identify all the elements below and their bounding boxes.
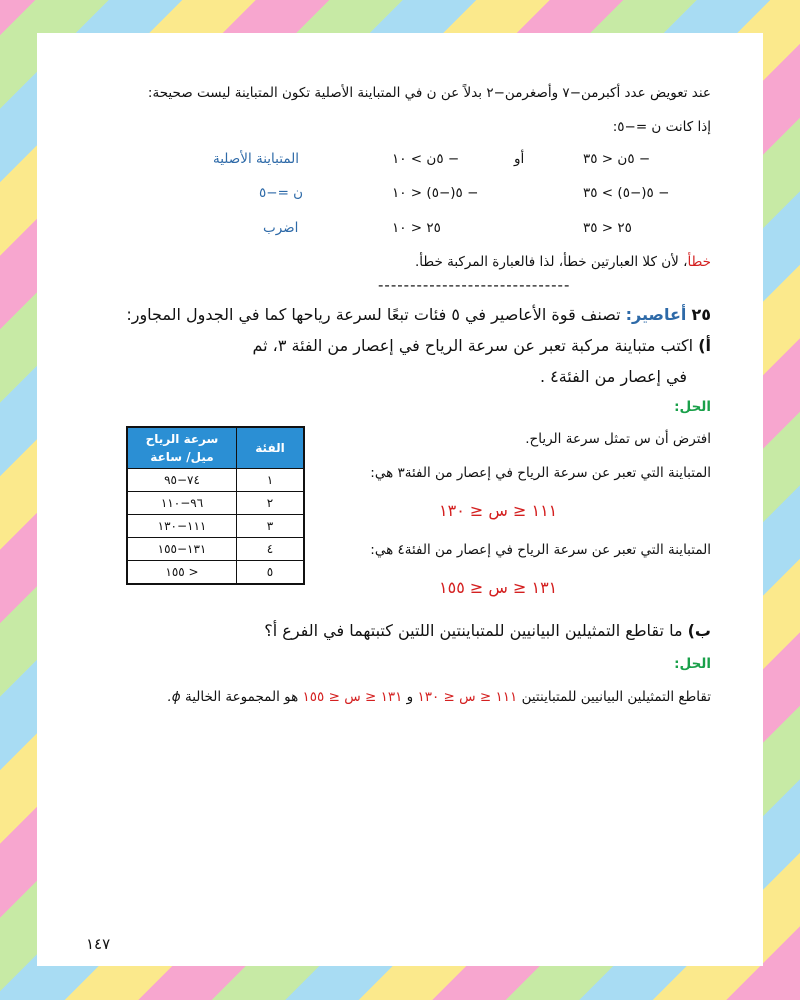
header-speed xyxy=(127,427,237,469)
table-row xyxy=(127,538,304,561)
header-speed-line-2: ميل/ ساعة xyxy=(150,450,214,464)
conclusion-rest: ، لأن كلا العبارتين خطأ، لذا فالعبارة المركبة خطأ. xyxy=(414,254,688,270)
step-3-left: ٢٥ < ٣٥ xyxy=(583,220,632,236)
conclusion-word: خطأ xyxy=(687,254,711,270)
header-speed-line-1: سرعة الرياح xyxy=(145,432,219,446)
step-3-note: اضرب xyxy=(263,220,299,236)
row-category: ٢ xyxy=(237,492,305,515)
cat3-text: المتباينة التي تعبر عن سرعة الرياح في إعصار من الفئة٣ هي: xyxy=(370,465,711,481)
row-category: ١ xyxy=(237,469,305,492)
intro-line-1: عند تعويض عدد أكبرمن−٧ وأصغرمن−٢ بدلاً عن ن في المتباينة الأصلية تكون المتباينة ليست صحيحة: xyxy=(147,85,711,101)
row-speed: ١٣١−١٥٥ xyxy=(127,538,237,561)
table-row xyxy=(127,561,304,585)
part-a-line-2: في إعصار من الفئة٤ . xyxy=(539,367,687,386)
separator: ------------------------------ xyxy=(378,276,571,294)
step-1-right: − ٥ن > ١٠ xyxy=(392,151,460,167)
solution-b-post: هو المجموعة الخالية xyxy=(184,689,299,705)
step-2-left: − ٥(−٥) > ٣٥ xyxy=(583,185,670,201)
table-row xyxy=(127,515,304,538)
cat4-text: المتباينة التي تعبر عن سرعة الرياح في إعصار من الفئة٤ هي: xyxy=(370,542,711,558)
solution-b-ineq-1: ١١١ ≤ س ≤ ١٣٠ xyxy=(417,689,518,705)
row-speed: ٩٦−١١٠ xyxy=(127,492,237,515)
row-category: ٤ xyxy=(237,538,305,561)
empty-set-symbol: ϕ. xyxy=(167,689,181,705)
step-1-note: المتباينة الأصلية xyxy=(213,151,299,167)
step-1-left: − ٥ن < ٣٥ xyxy=(583,151,651,167)
page-number: ١٤٧ xyxy=(86,935,111,953)
part-a-letter: أ) xyxy=(698,336,711,355)
cat3-inequality: ١١١ ≤ س ≤ ١٣٠ xyxy=(439,501,558,520)
step-2-right: − ٥(−٥) < ١٠ xyxy=(392,185,479,201)
part-a-line-1 xyxy=(252,336,711,355)
row-speed: ١١١−١٣٠ xyxy=(127,515,237,538)
step-3-right: ٢٥ < ١٠ xyxy=(392,220,441,236)
part-b-letter: ب) xyxy=(687,621,711,640)
page xyxy=(37,33,763,966)
cat4-inequality: ١٣١ ≤ س ≤ ١٥٥ xyxy=(439,578,558,597)
solution-label-b: الحل: xyxy=(674,656,711,672)
solution-b-pre: تقاطع التمثيلين البيانيين للمتباينتين xyxy=(521,689,711,705)
row-category: ٥ xyxy=(237,561,305,585)
row-speed: ٧٤−٩٥ xyxy=(127,469,237,492)
header-category: الفئة xyxy=(237,427,305,469)
row-category: ٣ xyxy=(237,515,305,538)
part-a-text-1: اكتب متباينة مركبة تعبر عن سرعة الرياح في إعصار من الفئة ٣، ثم xyxy=(252,336,694,355)
solution-assume: افترض أن س تمثل سرعة الرياح. xyxy=(525,431,711,447)
table-header-row xyxy=(127,427,304,469)
wind-speed-table xyxy=(126,426,305,585)
solution-b-and: و xyxy=(406,689,414,705)
problem-text: تصنف قوة الأعاصير في ٥ فئات تبعًا لسرعة رياحها كما في الجدول المجاور: xyxy=(126,305,621,324)
solution-label-a: الحل: xyxy=(674,399,711,415)
conclusion xyxy=(415,254,711,270)
row-speed: < ١٥٥ xyxy=(127,561,237,585)
intro-line-2: إذا كانت ن =−٥: xyxy=(612,119,711,135)
table-row xyxy=(127,469,304,492)
part-b-question xyxy=(264,621,711,640)
problem-header xyxy=(126,305,711,324)
step-1-or: أو xyxy=(514,151,525,167)
step-2-note: ن =−٥ xyxy=(259,185,304,201)
solution-b xyxy=(167,689,711,705)
problem-number: ٢٥ xyxy=(691,305,711,324)
solution-b-ineq-2: ١٣١ ≤ س ≤ ١٥٥ xyxy=(302,689,403,705)
part-b-text: ما تقاطع التمثيلين البيانيين للمتباينتين اللتين كتبتهما في الفرع أ؟ xyxy=(264,621,683,640)
problem-title: أعاصير: xyxy=(625,305,687,324)
table-row xyxy=(127,492,304,515)
